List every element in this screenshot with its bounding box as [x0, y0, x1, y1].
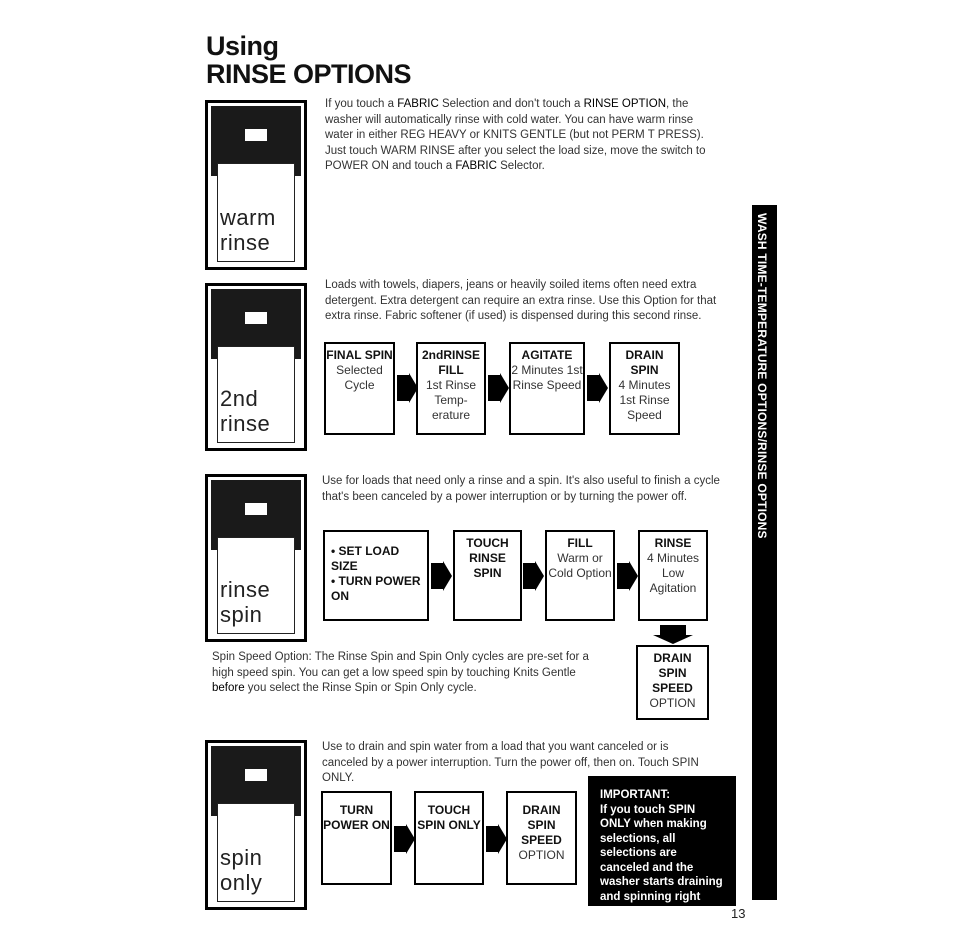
second-rinse-label-2: rinse	[220, 411, 271, 436]
flow-drain-spin: DRAIN SPIN 4 Minutes 1st Rinse Speed	[609, 342, 680, 435]
flow-touch-rinse-spin: TOUCH RINSE SPIN	[453, 530, 522, 621]
spin-only-label-1: spin	[220, 845, 263, 870]
warm-rinse-button-illustration	[205, 100, 307, 270]
flow-arrow-icon	[617, 563, 629, 589]
warm-rinse-label-2: rinse	[220, 230, 271, 255]
indicator-light	[245, 312, 267, 324]
flow-down-arrow-icon	[660, 625, 686, 635]
flow-2nd-rinse-fill: 2ndRINSE FILL 1st Rinse Temp-erature	[416, 342, 486, 435]
flow-agitate: AGITATE 2 Minutes 1st Rinse Speed	[509, 342, 585, 435]
spin-speed-option-text: Spin Speed Option: The Rinse Spin and Spin Only cycles are pre-set for a high speed spin. You can get a low speed spin by touching Knits Gentle before you select the Rinse Spin or Spin Only cycle.	[212, 651, 589, 694]
second-rinse-label-1: 2nd	[220, 386, 259, 411]
spin-only-label-2: only	[220, 870, 263, 895]
flow-set-load-size: • SET LOAD SIZE • TURN POWER ON	[323, 530, 429, 621]
spin-only-button-illustration	[205, 740, 307, 910]
flow-arrow-icon	[397, 375, 409, 401]
flow-drain-spin-speed: DRAIN SPIN SPEED OPTION	[636, 645, 709, 720]
flow-arrow-icon	[587, 375, 599, 401]
indicator-light	[245, 503, 267, 515]
flow-arrow-icon	[431, 563, 443, 589]
side-tab-label: WASH TIME-TEMPERATURE OPTIONS/RINSE OPTIONS	[755, 213, 769, 539]
rinse-spin-description: Use for loads that need only a rinse and a spin. It's also useful to finish a cycle that's been canceled by a power interruption or by turning the power off.	[322, 475, 720, 503]
section-side-tab	[752, 205, 777, 900]
page-title	[206, 32, 411, 88]
rinse-spin-label-1: rinse	[220, 577, 271, 602]
indicator-light	[245, 769, 267, 781]
spin-only-description: Use to drain and spin water from a load that you want canceled or is canceled by a power interruption. Turn the power off, then on. Touch SPIN ONLY.	[322, 741, 699, 784]
indicator-light	[245, 129, 267, 141]
flow-arrow-icon	[486, 826, 498, 852]
important-notice	[588, 776, 736, 917]
page-number: 13	[731, 906, 746, 921]
flow-rinse: RINSE 4 Minutes Low Agitation	[638, 530, 708, 621]
second-rinse-button-illustration	[205, 283, 307, 451]
flow-arrow-icon	[394, 826, 406, 852]
flow-arrow-icon	[488, 375, 500, 401]
rinse-spin-button-illustration	[205, 474, 307, 642]
important-text: If you touch SPIN ONLY when making selections, all selections are canceled and the washer starts draining and spinning right away.	[600, 803, 723, 917]
flow-turn-power-on: TURN POWER ON	[321, 791, 392, 885]
warm-rinse-description: If you touch a FABRIC Selection and don't touch a RINSE OPTION, the washer will automatically rinse with cold water. You can have warm rinse water in either REG HEAVY or KNITS GENTLE (but not PERM T PRESS). Just touch WARM RINSE after you select the load size, move the switch to POWER ON and touch a FABRIC Selector.	[325, 98, 706, 172]
second-rinse-description: Loads with towels, diapers, jeans or heavily soiled items often need extra detergent. Extra detergent can require an extra rinse. Use this Option for that extra rinse. Fabric softener (if used) is dispensed during this second rinse.	[325, 279, 717, 322]
flow-drain-spin-speed-option: DRAIN SPIN SPEED OPTION	[506, 791, 577, 885]
important-title: IMPORTANT:	[600, 789, 671, 801]
title-line-2: RINSE OPTIONS	[206, 59, 412, 89]
rinse-spin-label-2: spin	[220, 602, 263, 627]
flow-touch-spin-only: TOUCH SPIN ONLY	[414, 791, 484, 885]
flow-fill: FILL Warm or Cold Option	[545, 530, 615, 621]
flow-final-spin: FINAL SPIN Selected Cycle	[324, 342, 395, 435]
flow-arrow-icon	[523, 563, 535, 589]
warm-rinse-label-1: warm	[220, 205, 276, 230]
title-line-1: Using	[206, 31, 279, 61]
